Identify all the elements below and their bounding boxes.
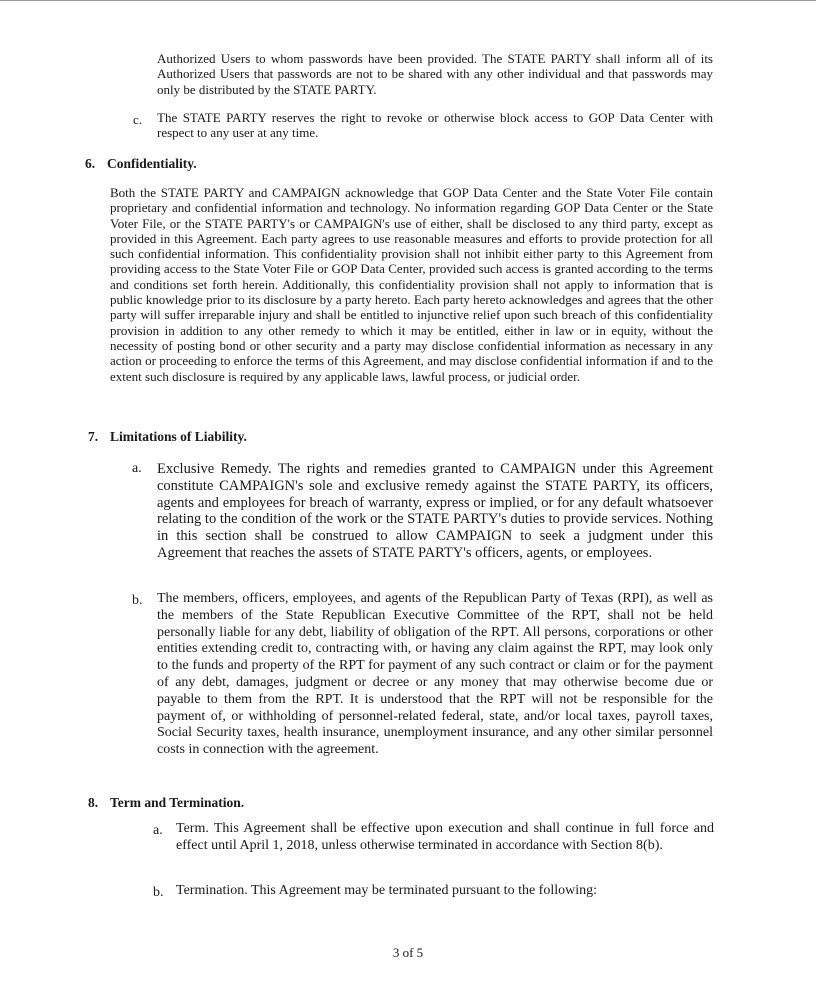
section-number: 7. <box>88 429 99 444</box>
page-number: 3 of 5 <box>392 945 424 960</box>
list-marker: b. <box>153 885 164 900</box>
term-paragraph: Term. This Agreement shall be effective upon execution and shall continue in full force and effect until April 1, 2018, unless otherwise terminated in accordance with Section 8(b). <box>176 821 714 853</box>
list-marker: a. <box>153 823 163 838</box>
section-title: Term and Termination. <box>110 795 245 810</box>
authorized-users-paragraph: Authorized Users to whom passwords have been provided. The STATE PARTY shall inform all of its Authorized Users that passwords are not to be shared with any other individual and that passwords may only be distributed by the STATE PARTY. <box>157 51 713 97</box>
list-marker: b. <box>132 593 143 608</box>
section-7-heading <box>88 429 247 445</box>
section-number: 6. <box>85 156 96 171</box>
section-number: 8. <box>88 795 99 810</box>
confidentiality-paragraph: Both the STATE PARTY and CAMPAIGN acknowledge that GOP Data Center and the State Voter File contain proprietary and confidential information and technology. No information regarding GOP Data Center or the State Voter File, or the STATE PARTY's or CAMPAIGN's use of either, shall be disclosed to any third party, except as provided in this Agreement. Each party agrees to use reasonable measures and efforts to provide protection for all such confidential information. This confidentiality provision shall not inhibit either party to this Agreement from providing access to the State Voter File or GOP Data Center, provided such access is granted according to the terms and conditions set forth herein. Additionally, this confidentiality provision shall not apply to information that is public knowledge prior to its disclosure by a party hereto. Each party hereto acknowledges and agrees that the other party will suffer irreparable injury and shall be entitled to injunctive relief upon such breach of this confidentiality provision in addition to any other remedy to which it may be entitled, either in law or in equity, without the necessity of posting bond or other security and a party may disclose confidential information as necessary in any action or proceeding to enforce the terms of this Agreement, and may disclose confidential information if and to the extent such disclosure is required by any applicable laws, lawful process, or judicial order. <box>110 185 713 384</box>
termination-paragraph: Termination. This Agreement may be terminated pursuant to the following: <box>176 883 597 898</box>
list-marker: c. <box>133 112 143 127</box>
top-border-line <box>0 0 816 1</box>
revoke-access-paragraph: The STATE PARTY reserves the right to revoke or otherwise block access to GOP Data Center with respect to any user at any time. <box>157 110 713 141</box>
section-6-heading <box>85 156 197 172</box>
exclusive-remedy-paragraph: Exclusive Remedy. The rights and remedies granted to CAMPAIGN under this Agreement constitute CAMPAIGN's sole and exclusive remedy against the STATE PARTY, its officers, agents and employees for breach of warranty, express or implied, or for any default whatsoever relating to the condition of the work or the STATE PARTY's duties to provide services. Nothing in this section shall be construed to allow CAMPAIGN to seek a judgment under this Agreement that reaches the assets of STATE PARTY's officers, agents, or employees. <box>157 461 713 561</box>
list-marker: a. <box>132 461 142 476</box>
section-8-heading <box>88 795 244 811</box>
section-title: Limitations of Liability. <box>110 429 247 444</box>
rpt-liability-paragraph: The members, officers, employees, and agents of the Republican Party of Texas (RPI), as well as the members of the State Republican Executive Committee of the RPT, shall not be held personally liable for any debt, liability of obligation of the RPT. All persons, corporations or other entities extending credit to, contracting with, or having any claim against the RPT, may look only to the funds and property of the RPT for payment of any such contract or claim or for the payment of any debt, damages, judgment or decree or any money that may otherwise become due or payable to them from the RPT. It is understood that the RPT will not be responsible for the payment of, or withholding of personnel-related federal, state, and/or local taxes, payroll taxes, Social Security taxes, health insurance, unemployment insurance, and any other similar personnel costs in connection with the agreement. <box>157 591 713 758</box>
section-title: Confidentiality. <box>107 156 197 171</box>
